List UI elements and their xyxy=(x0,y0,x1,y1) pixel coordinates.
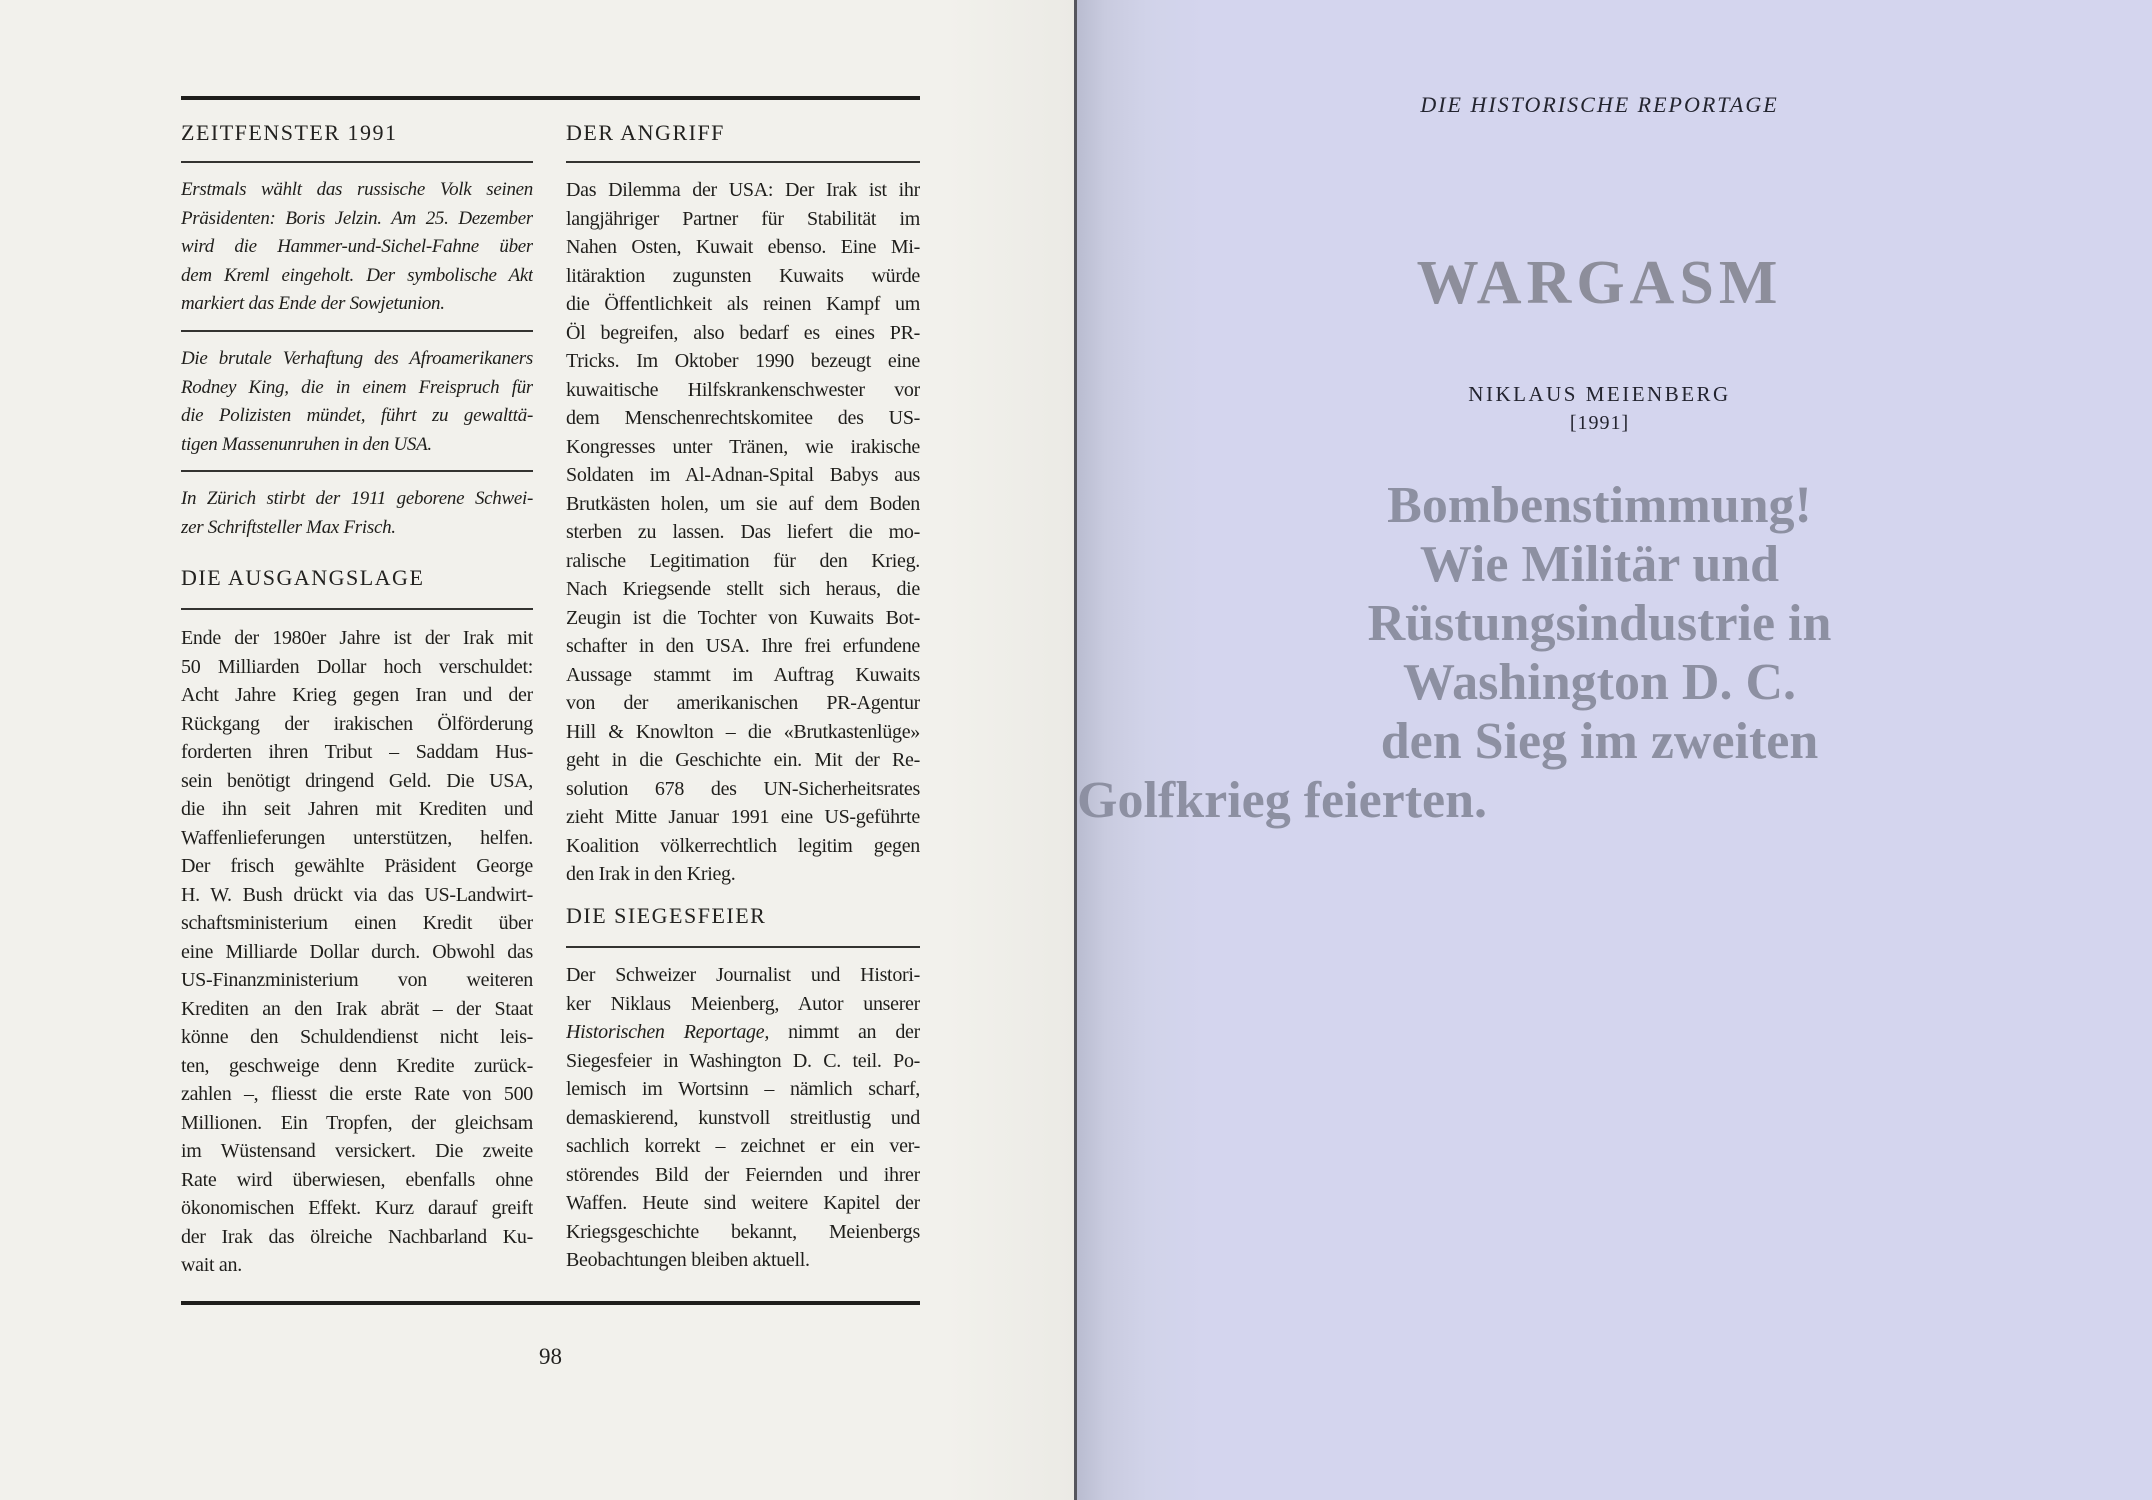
bottom-rule xyxy=(181,1301,920,1305)
author-name: NIKLAUS MEIENBERG xyxy=(1468,382,1731,406)
section-title-angriff: DER ANGRIFF xyxy=(566,120,725,145)
section-title-ausgangslage: DIE AUSGANGSLAGE xyxy=(181,565,425,590)
rule-under-zeitfenster xyxy=(181,161,533,163)
left-page xyxy=(0,0,1074,1500)
rule-under-ausgangslage xyxy=(181,608,533,610)
publication-year: [1991] xyxy=(1569,412,1630,434)
section-title-siegesfeier: DIE SIEGESFEIER xyxy=(566,903,767,928)
siegesfeier-body: Der Schweizer Journalist und Histori- ker Niklaus Meienberg, Autor unserer Historischen Reportage, nimmt an der Siegesfeier in Washington D. C. teil. Po- lemisch im Wortsinn – nämlich scharf, demaskierend, kunstvoll streitlustig und sachlich korrekt – zeichnet er ein ver- störendes Bild der Feiernden und ihrer Waffen. Heute sind weitere Kapitel der Kriegsgeschichte bekannt, Meienbergs Beobachtungen bleiben aktuell. xyxy=(566,964,920,1271)
left-page-content xyxy=(181,0,920,1500)
ausgangslage-body: Ende der 1980er Jahre ist der Irak mit 50 Milliarden Dollar hoch verschuldet: Acht Jahre Krieg gegen Iran und der Rückgang der irakischen Ölförderung forderten ihren Tribut – Saddam Hus- sein benötigt dringend Geld. Die USA, die ihn seit Jahren mit Krediten und Waffenlieferungen unterstützen, helfen. Der frisch gewählte Präsident George H. W. Bush drückt via das US-Landwirt- schaftsministerium einen Kredit über eine Milliarde Dollar durch. Obwohl das US-Finanzministerium von weiteren Krediten an den Irak abrät – der Staat könne den Schuldendienst nicht leis- ten, geschweige denn Kredite zurück- zahlen –, fliesst die erste Rate von 500 Millionen. Ein Tropfen, der gleichsam im Wüstensand versickert. Die zweite Rate wird überwiesen, ebenfalls ohne ökonomischen Effekt. Kurz darauf greift der Irak das ölreiche Nachbarland Ku- wait an. xyxy=(181,627,533,1276)
column-left xyxy=(181,0,533,1500)
page-number: 98 xyxy=(539,1344,562,1369)
chapter-title: WARGASM xyxy=(1416,249,1783,317)
chapter-subtitle: Bombenstimmung! Wie Militär und Rüstungsindustrie in Washington D. C. den Sieg im zweiten Golfkrieg feierten. xyxy=(1077,477,1832,829)
zeitfenster-paragraph-2: Die brutale Verhaftung des Afroamerikaners Rodney King, die in einem Freispruch für die Polizisten mündet, führt zu gewalttä- tigen Massenunruhen in den USA. xyxy=(181,348,533,455)
rule-between-notes-2 xyxy=(181,470,533,472)
zeitfenster-paragraph-1: Erstmals wählt das russische Volk seinen Präsidenten: Boris Jelzin. Am 25. Dezember wird die Hammer-und-Sichel-Fahne über dem Kreml eingeholt. Der symbolische Akt markiert das Ende der Sowjetunion. xyxy=(181,179,533,314)
series-kicker: DIE HISTORISCHE REPORTAGE xyxy=(1420,92,1779,117)
rule-under-siegesfeier xyxy=(566,946,920,948)
column-right xyxy=(566,0,920,1500)
section-title-zeitfenster: ZEITFENSTER 1991 xyxy=(181,120,398,145)
zeitfenster-paragraph-3: In Zürich stirbt der 1911 geborene Schwei- zer Schriftsteller Max Frisch. xyxy=(181,488,533,538)
right-page xyxy=(1077,0,2152,1500)
rule-under-angriff xyxy=(566,161,920,163)
rule-between-notes-1 xyxy=(181,330,533,332)
angriff-body: Das Dilemma der USA: Der Irak ist ihr langjähriger Partner für Stabilität im Nahen Osten, Kuwait ebenso. Eine Mi- litäraktion zugunsten Kuwaits würde die Öffentlichkeit als reinen Kampf um Öl begreifen, also bedarf es eines PR- Tricks. Im Oktober 1990 bezeugt eine kuwaitische Hilfskrankenschwester vor dem Menschenrechtskomitee des US- Kongresses unter Tränen, wie irakische Soldaten im Al-Adnan-Spital Babys aus Brutkästen holen, um sie auf dem Boden sterben zu lassen. Das liefert die mo- ralische Legitimation für den Krieg. Nach Kriegsende stellt sich heraus, die Zeugin ist die Tochter von Kuwaits Bot- schafter in den USA. Ihre frei erfundene Aussage stammt im Auftrag Kuwaits von der amerikanischen PR-Agentur Hill & Knowlton – die «Brutkastenlüge» geht in die Geschichte ein. Mit der Re- solution 678 des UN-Sicherheitsrates zieht Mitte Januar 1991 eine US-geführte Koalition völkerrechtlich legitim gegen den Irak in den Krieg. xyxy=(566,179,920,885)
